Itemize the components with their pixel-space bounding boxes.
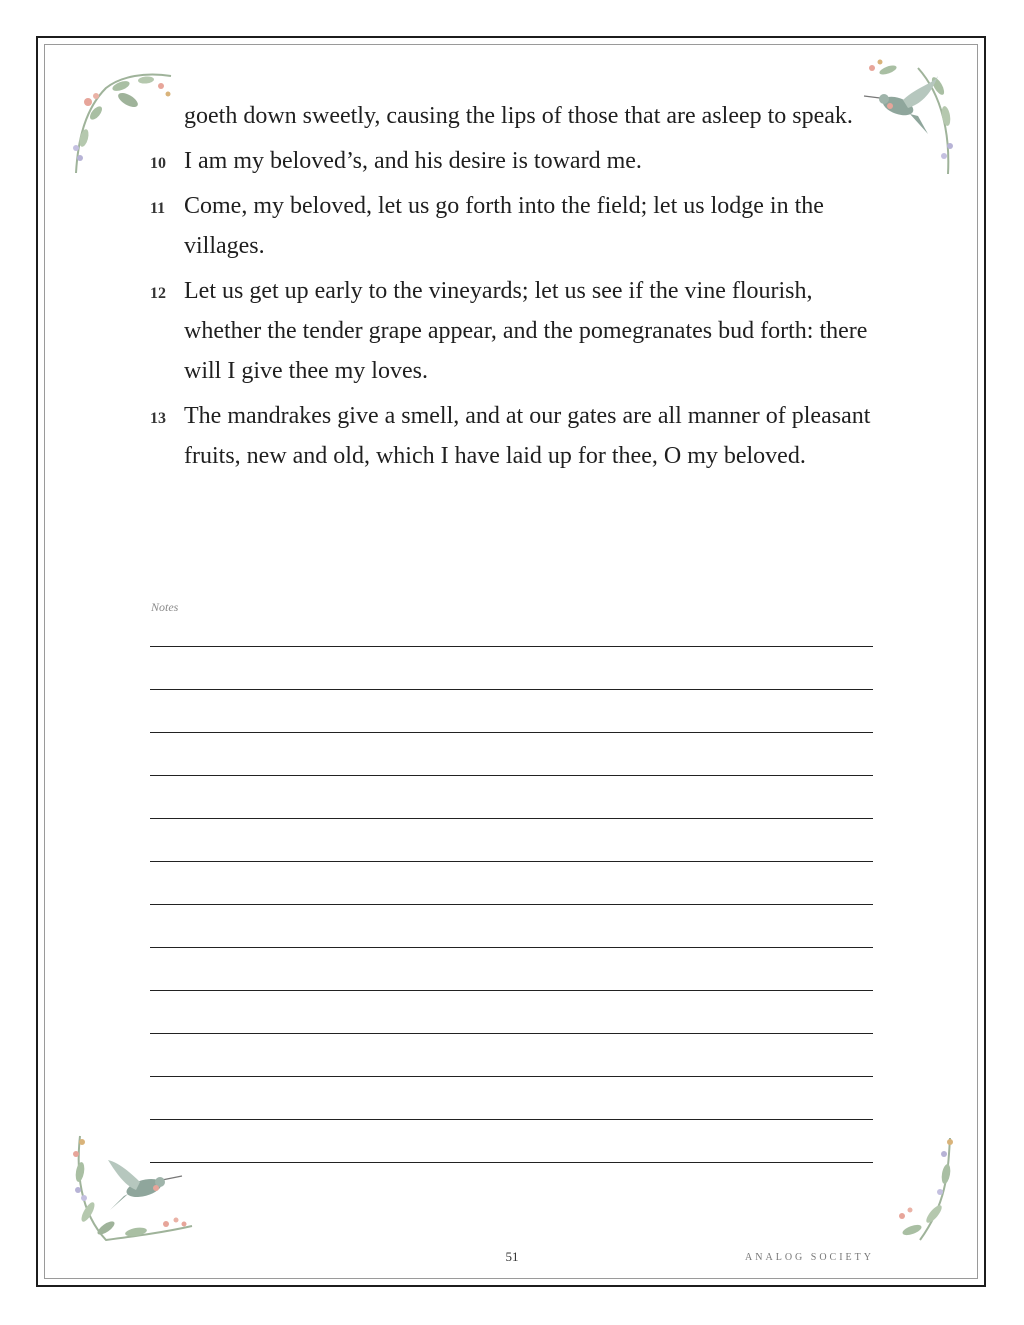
note-line[interactable] (150, 1162, 873, 1163)
note-line[interactable] (150, 646, 873, 647)
verse-text: The mandrakes give a smell, and at our gates are all manner of pleasant fruits, new and old, which I have laid up for thee, O my beloved. (184, 403, 871, 469)
brand-name: ANALOG SOCIETY (745, 1252, 874, 1263)
verse-11 (150, 186, 890, 266)
page-number: 51 (505, 1249, 519, 1264)
verse-text: I am my beloved’s, and his desire is toward me. (184, 148, 642, 174)
note-line[interactable] (150, 775, 873, 776)
note-line[interactable] (150, 689, 873, 690)
verse-text: Let us get up early to the vineyards; let us see if the vine flourish, whether the tender grape appear, and the pomegranates bud forth: there will I give thee my loves. (184, 278, 868, 384)
verse-number: 12 (150, 285, 166, 302)
note-line[interactable] (150, 861, 873, 862)
note-line[interactable] (150, 904, 873, 905)
note-line[interactable] (150, 732, 873, 733)
bottom-right-floral-icon (890, 1134, 960, 1244)
verse-10 (150, 141, 890, 181)
verse-text: Come, my beloved, let us go forth into the field; let us lodge in the villages. (184, 193, 824, 259)
note-line[interactable] (150, 818, 873, 819)
note-line[interactable] (150, 1033, 873, 1034)
note-line[interactable] (150, 947, 873, 948)
verse-number: 13 (150, 410, 166, 427)
note-line[interactable] (150, 990, 873, 991)
note-line[interactable] (150, 1119, 873, 1120)
verse-13 (150, 396, 890, 476)
scripture-passage (150, 96, 890, 481)
verse-number: 11 (150, 200, 166, 217)
notes-writing-area[interactable] (150, 646, 873, 1205)
verse-continuation (150, 96, 890, 136)
note-line[interactable] (150, 1076, 873, 1077)
verse-number: 10 (150, 155, 166, 172)
notes-label: Notes (151, 600, 179, 614)
verse-text: goeth down sweetly, causing the lips of those that are asleep to speak. (184, 103, 853, 129)
verse-12 (150, 271, 890, 391)
